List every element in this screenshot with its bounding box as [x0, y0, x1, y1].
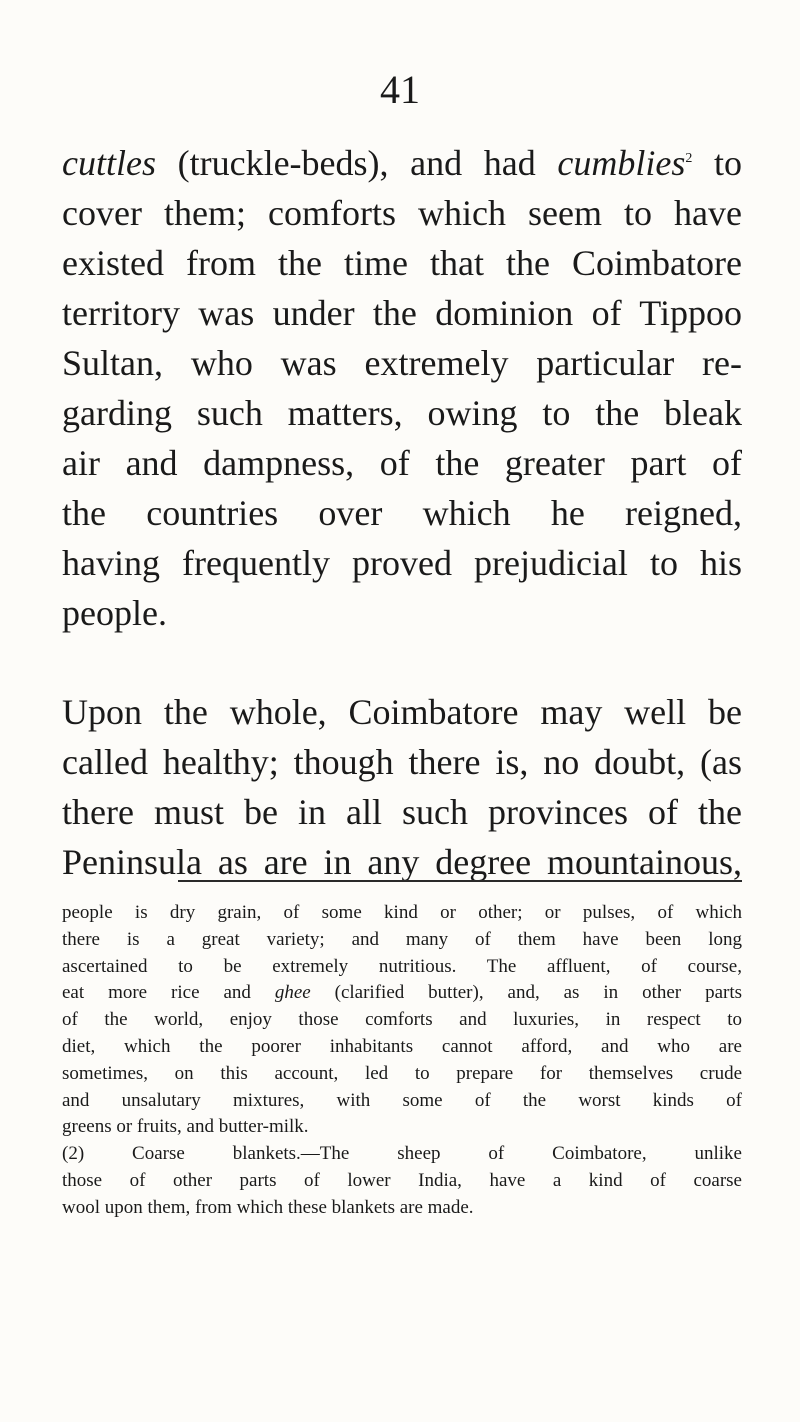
footnote-marker: 2 — [685, 151, 693, 166]
italic-term: cumblies — [557, 143, 686, 183]
text-line: people. — [62, 593, 167, 633]
italic-term: ghee — [274, 982, 311, 1004]
footnote-line — [62, 980, 742, 1007]
text-line: Sultan, who was extremely particular re- — [62, 343, 742, 383]
text-line: Upon the whole, Coimbatore may well be — [62, 692, 742, 732]
footnote-line: greens or fruits, and butter-milk. — [62, 1116, 309, 1138]
footnote-line: diet, which the poorer inhabitants cannot afford, and who are — [62, 1035, 742, 1057]
text-line: called healthy; though there is, no doubt, (as — [62, 742, 742, 782]
footnote-line: there is a great variety; and many of them have been long — [62, 928, 742, 950]
text-span: to — [692, 143, 742, 183]
text-span: (clarified butter), and, as in other parts — [310, 982, 742, 1004]
footnote-line: sometimes, on this account, led to prepare for themselves crude — [62, 1062, 742, 1084]
footnote-line: ascertained to be extremely nutritious. The affluent, of course, — [62, 955, 742, 977]
text-span: (truckle-beds), and had — [155, 143, 558, 183]
footnotes — [62, 900, 742, 1222]
text-line: the countries over which he reigned, — [62, 493, 742, 533]
footnote-line: those of other parts of lower India, have a kind of coarse — [62, 1169, 742, 1191]
italic-term: cuttles — [62, 143, 156, 183]
page-number: 41 — [380, 67, 420, 112]
text-line: Peninsula as are in any degree mountainous, — [62, 842, 742, 882]
text-line: existed from the time that the Coimbatore — [62, 243, 742, 283]
text-line: garding such matters, owing to the bleak — [62, 393, 742, 433]
footnote-line: and unsalutary mixtures, with some of the worst kinds of — [62, 1089, 742, 1111]
text-line: having frequently proved prejudicial to his — [62, 543, 742, 583]
text-line: air and dampness, of the greater part of — [62, 443, 742, 483]
footnote-divider — [178, 880, 742, 882]
text-line: cover them; comforts which seem to have — [62, 193, 742, 233]
footnote-line: people is dry grain, of some kind or other; or pulses, of which — [62, 902, 742, 923]
text-span: eat more rice and — [62, 982, 275, 1004]
footnote-line: of the world, enjoy those comforts and luxuries, in respect to — [62, 1009, 742, 1031]
text-line: territory was under the dominion of Tippoo — [62, 293, 742, 333]
main-text — [62, 138, 742, 887]
text-line — [62, 138, 742, 188]
text-line: there must be in all such provinces of the — [62, 792, 742, 832]
paragraph-gap — [62, 638, 742, 687]
footnote-line: (2) Coarse blankets.—The sheep of Coimbatore, unlike — [62, 1143, 742, 1165]
footnote-line: wool upon them, from which these blankets are made. — [62, 1196, 474, 1218]
